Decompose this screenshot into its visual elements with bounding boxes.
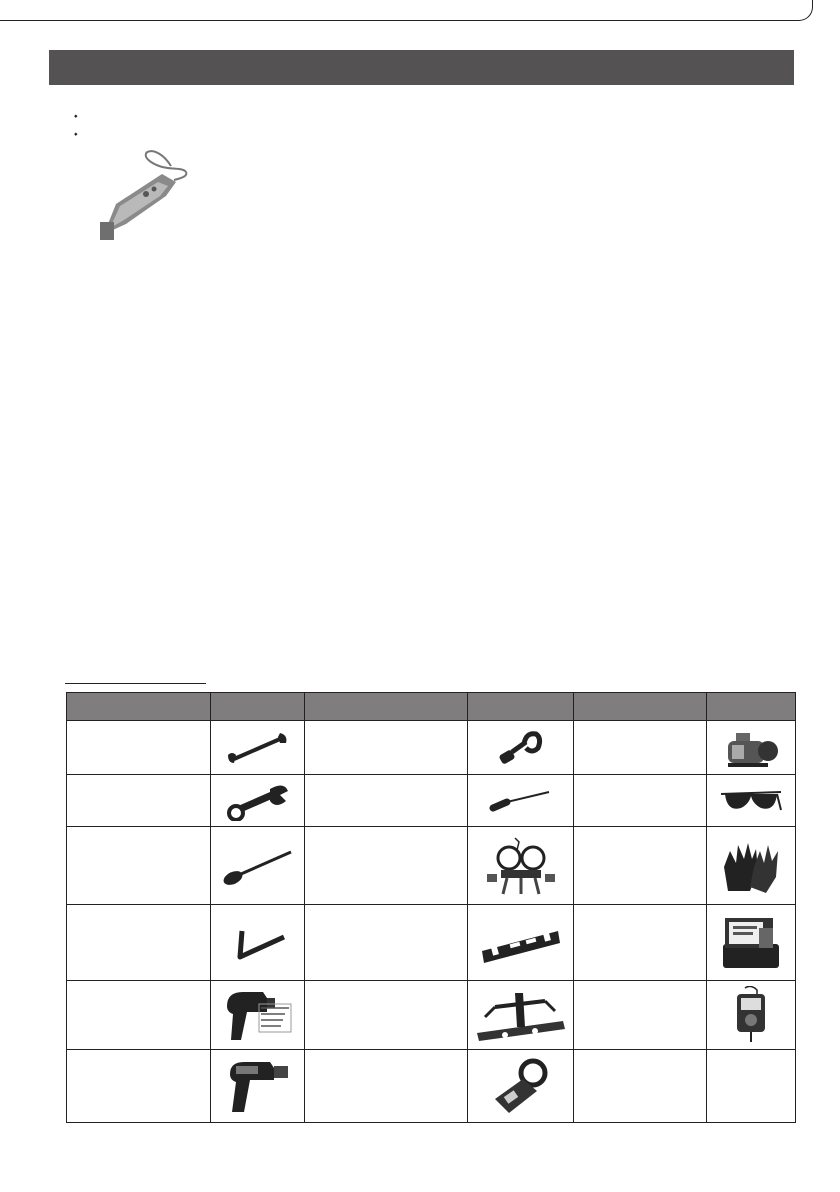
tool-name-cell — [574, 1050, 707, 1123]
tool-name-cell — [574, 775, 707, 827]
tool-picture-cell — [468, 775, 574, 827]
tool-picture-cell — [707, 775, 796, 827]
header-tool-name — [305, 693, 468, 721]
tool-name-cell — [305, 827, 468, 905]
clamp-meter-icon — [491, 1057, 551, 1115]
electric-drill-icon — [223, 986, 293, 1044]
tool-name-cell — [67, 775, 211, 827]
torque-wrench-kit-icon — [719, 914, 783, 972]
tool-picture-cell — [211, 981, 305, 1050]
tool-picture-cell — [707, 721, 796, 775]
tool-name-cell — [574, 981, 707, 1050]
spirit-level-icon — [480, 921, 562, 965]
tool-name-cell — [574, 721, 707, 775]
screwdriver-icon — [221, 846, 295, 886]
tool-name-cell — [67, 827, 211, 905]
flaring-tool-icon — [475, 987, 567, 1043]
tool-picture-cell — [707, 1050, 796, 1123]
table-row — [67, 827, 796, 905]
tool-picture-cell — [468, 827, 574, 905]
digital-meter-icon — [727, 986, 775, 1044]
header-tool-picture — [211, 693, 305, 721]
vacuum-pump-icon — [722, 727, 780, 769]
section-header-bar — [49, 50, 794, 85]
table-row — [67, 721, 796, 775]
tool-picture-cell — [211, 905, 305, 981]
tool-name-cell — [574, 827, 707, 905]
tool-name-cell — [67, 721, 211, 775]
tool-picture-cell — [468, 721, 574, 775]
tool-name-cell — [305, 1050, 468, 1123]
table-row — [67, 905, 796, 981]
table-row — [67, 1050, 796, 1123]
pipe-cutter-icon — [498, 728, 544, 768]
tool-picture-cell — [468, 905, 574, 981]
header-tool-picture — [468, 693, 574, 721]
tool-picture-cell — [707, 905, 796, 981]
header-tool-picture — [707, 693, 796, 721]
manifold-gauge-icon — [485, 836, 557, 896]
screwdriver-icon — [489, 790, 553, 812]
page-corner-mark — [0, 0, 813, 21]
tool-picture-cell — [707, 827, 796, 905]
tool-picture-cell — [211, 1050, 305, 1123]
hex-key-icon — [228, 923, 288, 963]
tool-name-cell — [305, 721, 468, 775]
tool-picture-cell — [211, 775, 305, 827]
bullet-marker: ⬩ — [74, 111, 78, 122]
tool-name-cell — [305, 905, 468, 981]
tool-name-cell — [574, 905, 707, 981]
tool-name-cell — [305, 775, 468, 827]
tools-heading-underline — [65, 683, 206, 684]
tool-picture-cell — [211, 827, 305, 905]
tool-name-cell — [305, 981, 468, 1050]
safety-glasses-icon — [719, 786, 783, 816]
hammer-drill-icon — [224, 1056, 292, 1116]
adjustable-wrench-icon — [226, 781, 290, 821]
tool-picture-cell — [468, 981, 574, 1050]
refrigerant-leak-detector-icon — [96, 144, 196, 244]
header-tool-name — [574, 693, 707, 721]
open-end-wrench-icon — [226, 731, 290, 765]
table-row — [67, 981, 796, 1050]
tool-name-cell — [67, 1050, 211, 1123]
tool-name-cell — [67, 981, 211, 1050]
tools-table — [66, 692, 796, 1123]
work-gloves-icon — [720, 837, 782, 895]
header-tool-name — [67, 693, 211, 721]
tool-name-cell — [67, 905, 211, 981]
tool-picture-cell — [707, 981, 796, 1050]
tool-picture-cell — [211, 721, 305, 775]
table-row — [67, 775, 796, 827]
bullet-marker: ⬩ — [74, 129, 78, 140]
tool-picture-cell — [468, 1050, 574, 1123]
